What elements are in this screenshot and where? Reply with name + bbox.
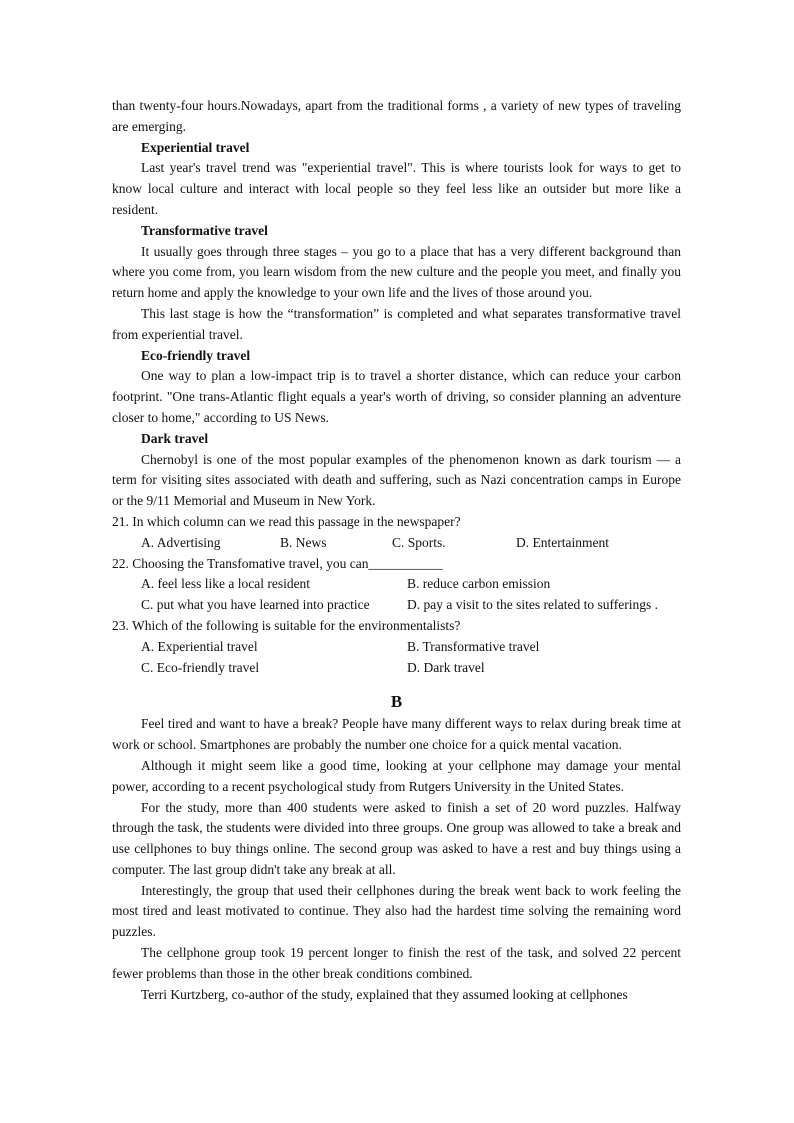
question-23-option-a: A. Experiential travel	[141, 638, 258, 654]
passage-b-paragraph-6: Terri Kurtzberg, co-author of the study, explained that they assumed looking at cellphones	[141, 986, 628, 1002]
question-22-option-b: B. reduce carbon emission	[407, 576, 551, 592]
heading-eco-friendly: Eco-friendly travel	[141, 347, 251, 363]
question-22-stem: 22. Choosing the Transfomative travel, you can___________	[112, 555, 443, 571]
question-23-option-b: B. Transformative travel	[407, 638, 540, 654]
question-23-stem: 23. Which of the following is suitable for the environmentalists?	[112, 617, 461, 633]
passage-b-title: B	[390, 692, 403, 712]
paragraph-transformative-2: This last stage is how the “transformation” is completed and what separates transformative travel from experiential travel.	[112, 305, 681, 342]
question-23-option-d: D. Dark travel	[407, 659, 485, 675]
question-21-option-a: A. Advertising	[141, 534, 221, 550]
text-column	[112, 96, 681, 1005]
paragraph-eco-friendly: One way to plan a low-impact trip is to travel a shorter distance, which can reduce your carbon footprint. "One trans-Atlantic flight equals a year's worth of driving, so consider planning an adventure closer to home," according to US News.	[112, 368, 681, 425]
question-21-options	[112, 533, 681, 554]
question-22-option-d: D. pay a visit to the sites related to sufferings .	[407, 597, 658, 613]
passage-a-intro: than twenty-four hours.Nowadays, apart from the traditional forms , a variety of new types of traveling are emerging.	[112, 98, 681, 134]
passage-b-paragraph-4: Interestingly, the group that used their cellphones during the break went back to work feeling the most tired and least motivated to continue. They also had the hardest time solving the remaining word puzzles.	[112, 882, 681, 940]
heading-dark: Dark travel	[141, 430, 209, 446]
heading-experiential: Experiential travel	[141, 139, 250, 155]
question-21-option-d: D. Entertainment	[516, 534, 609, 550]
paragraph-experiential: Last year's travel trend was "experiential travel". This is where tourists look for ways to get to know local culture and interact with local people so they feel less like an outsider but more like a resident.	[112, 160, 681, 217]
passage-b-paragraph-1: Feel tired and want to have a break? People have many different ways to relax during break time at work or school. Smartphones are probably the number one choice for a quick mental vacation.	[112, 716, 681, 753]
question-22-option-a: A. feel less like a local resident	[141, 576, 311, 592]
question-22-options-row-1	[112, 574, 681, 595]
passage-b-paragraph-3: For the study, more than 400 students were asked to finish a set of 20 word puzzles. Halfway through the task, the students were divided into three groups. One group was allowed to take a break and use cellphones to buy things online. The second group was asked to have a rest and buy things using a computer. The last group didn't take any break at all.	[112, 799, 681, 877]
question-22-option-c: C. put what you have learned into practice	[141, 597, 370, 613]
question-21-option-c: C. Sports.	[392, 534, 446, 550]
heading-transformative: Transformative travel	[141, 222, 268, 238]
question-23-option-c: C. Eco-friendly travel	[141, 659, 260, 675]
paragraph-transformative-1: It usually goes through three stages – you go to a place that has a very different background than where you come from, you learn wisdom from the new culture and the people you meet, and finally you return home and apply the knowledge to your own life and the lives of those around you.	[112, 243, 681, 301]
question-23-options-row-1	[112, 637, 681, 658]
question-21-option-b: B. News	[280, 534, 327, 550]
question-23-options-row-2	[112, 658, 681, 679]
question-21-stem: 21. In which column can we read this passage in the newspaper?	[112, 513, 461, 529]
question-22-options-row-2	[112, 595, 681, 616]
passage-b-paragraph-2: Although it might seem like a good time, looking at your cellphone may damage your mental power, according to a recent psychological study from Rutgers University in the United States.	[112, 757, 681, 794]
passage-b-paragraph-5: The cellphone group took 19 percent longer to finish the rest of the task, and solved 22 percent fewer problems than those in the other break conditions combined.	[112, 945, 681, 981]
paragraph-dark: Chernobyl is one of the most popular examples of the phenomenon known as dark tourism — a term for visiting sites associated with death and suffering, such as Nazi concentration camps in Europe or the 9/11 Memorial and Museum in New York.	[112, 451, 681, 509]
